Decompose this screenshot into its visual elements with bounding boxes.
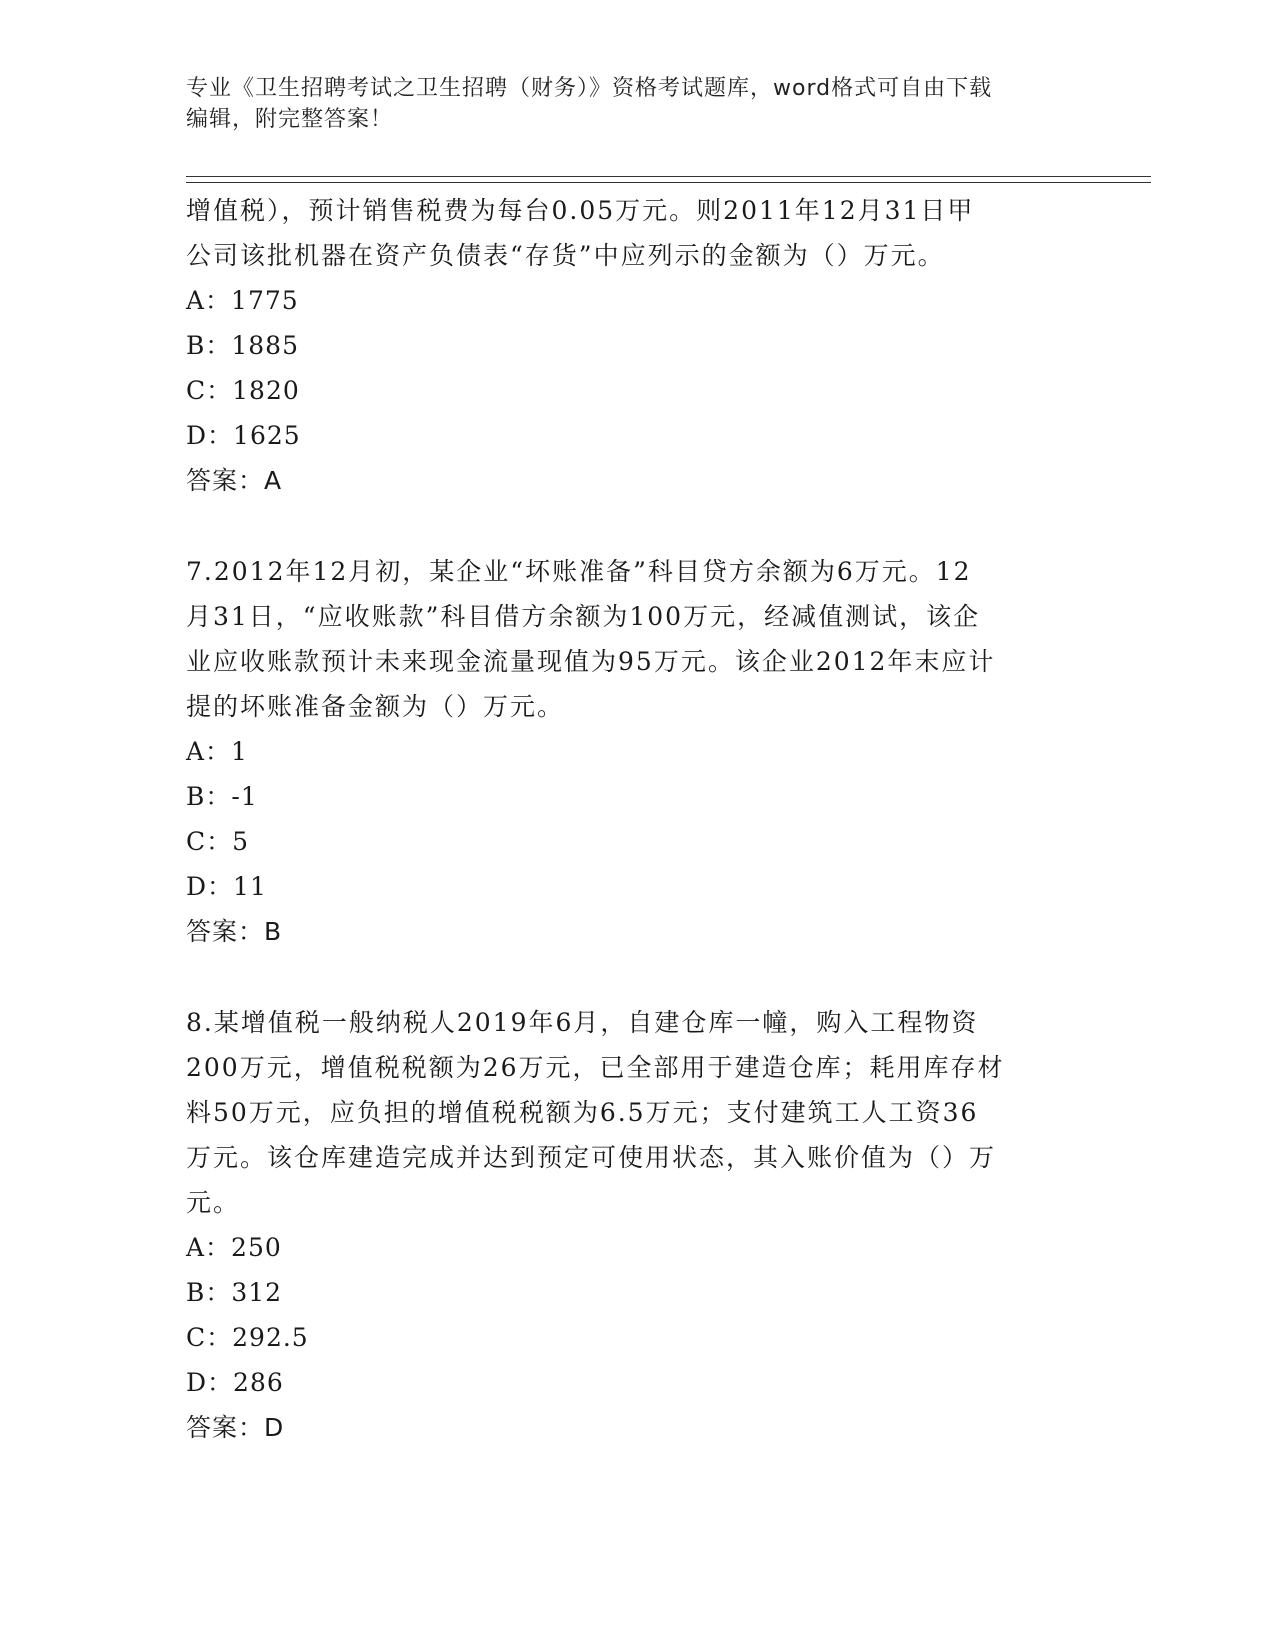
question-stem-line: 7.2012年12月初，某企业“坏账准备”科目贷方余额为6万元。12 [186,557,972,586]
option-d: D：1625 [186,421,301,450]
question-stem-line: 200万元，增值税税额为26万元，已全部用于建造仓库；耗用库存材 [186,1053,1005,1082]
option-d: D：286 [186,1368,284,1397]
answer-label: 答案：B [186,917,283,946]
document-header [186,73,1066,135]
answer-label: 答案：D [186,1413,285,1442]
question-list [186,188,1066,1450]
question-stem-line: 8.某增值税一般纳税人2019年6月，自建仓库一幢，购入工程物资 [186,1008,979,1037]
question-stem-line: 料50万元，应负担的增值税税额为6.5万元；支付建筑工人工资36 [186,1098,979,1127]
question-item [186,549,1066,954]
question-stem-line: 增值税），预计销售税费为每台0.05万元。则2011年12月31日甲 [186,196,975,225]
question-stem-line: 公司该批机器在资产负债表“存货”中应列示的金额为（）万元。 [186,241,945,270]
header-divider-top [186,176,1151,177]
option-a: A：1775 [186,286,299,315]
option-c: C：292.5 [186,1323,309,1352]
header-title-line1: 专业《卫生招聘考试之卫生招聘（财务）》资格考试题库，word格式可自由下载 [186,76,993,101]
header-divider-bottom [186,182,1151,183]
question-stem-line: 业应收账款预计未来现金流量现值为95万元。该企业2012年末应计 [186,647,996,676]
option-a: A：1 [186,737,248,766]
question-stem-line: 提的坏账准备金额为（）万元。 [186,692,565,721]
option-b: B：-1 [186,782,258,811]
option-c: C：5 [186,827,250,856]
header-title-line2: 编辑，附完整答案！ [186,107,394,132]
option-b: B：1885 [186,331,299,360]
option-c: C：1820 [186,376,300,405]
question-stem-line: 元。 [186,1188,241,1217]
question-item [186,1000,1066,1450]
spacer [186,503,1066,549]
question-stem-line: 万元。该仓库建造完成并达到预定可使用状态，其入账价值为（）万 [186,1143,997,1172]
answer-label: 答案：A [186,466,283,495]
option-d: D：11 [186,872,267,901]
question-item [186,188,1066,503]
option-a: A：250 [186,1233,282,1262]
question-stem-line: 月31日，“应收账款”科目借方余额为100万元，经减值测试，该企 [186,602,981,631]
option-b: B：312 [186,1278,283,1307]
spacer [186,954,1066,1000]
